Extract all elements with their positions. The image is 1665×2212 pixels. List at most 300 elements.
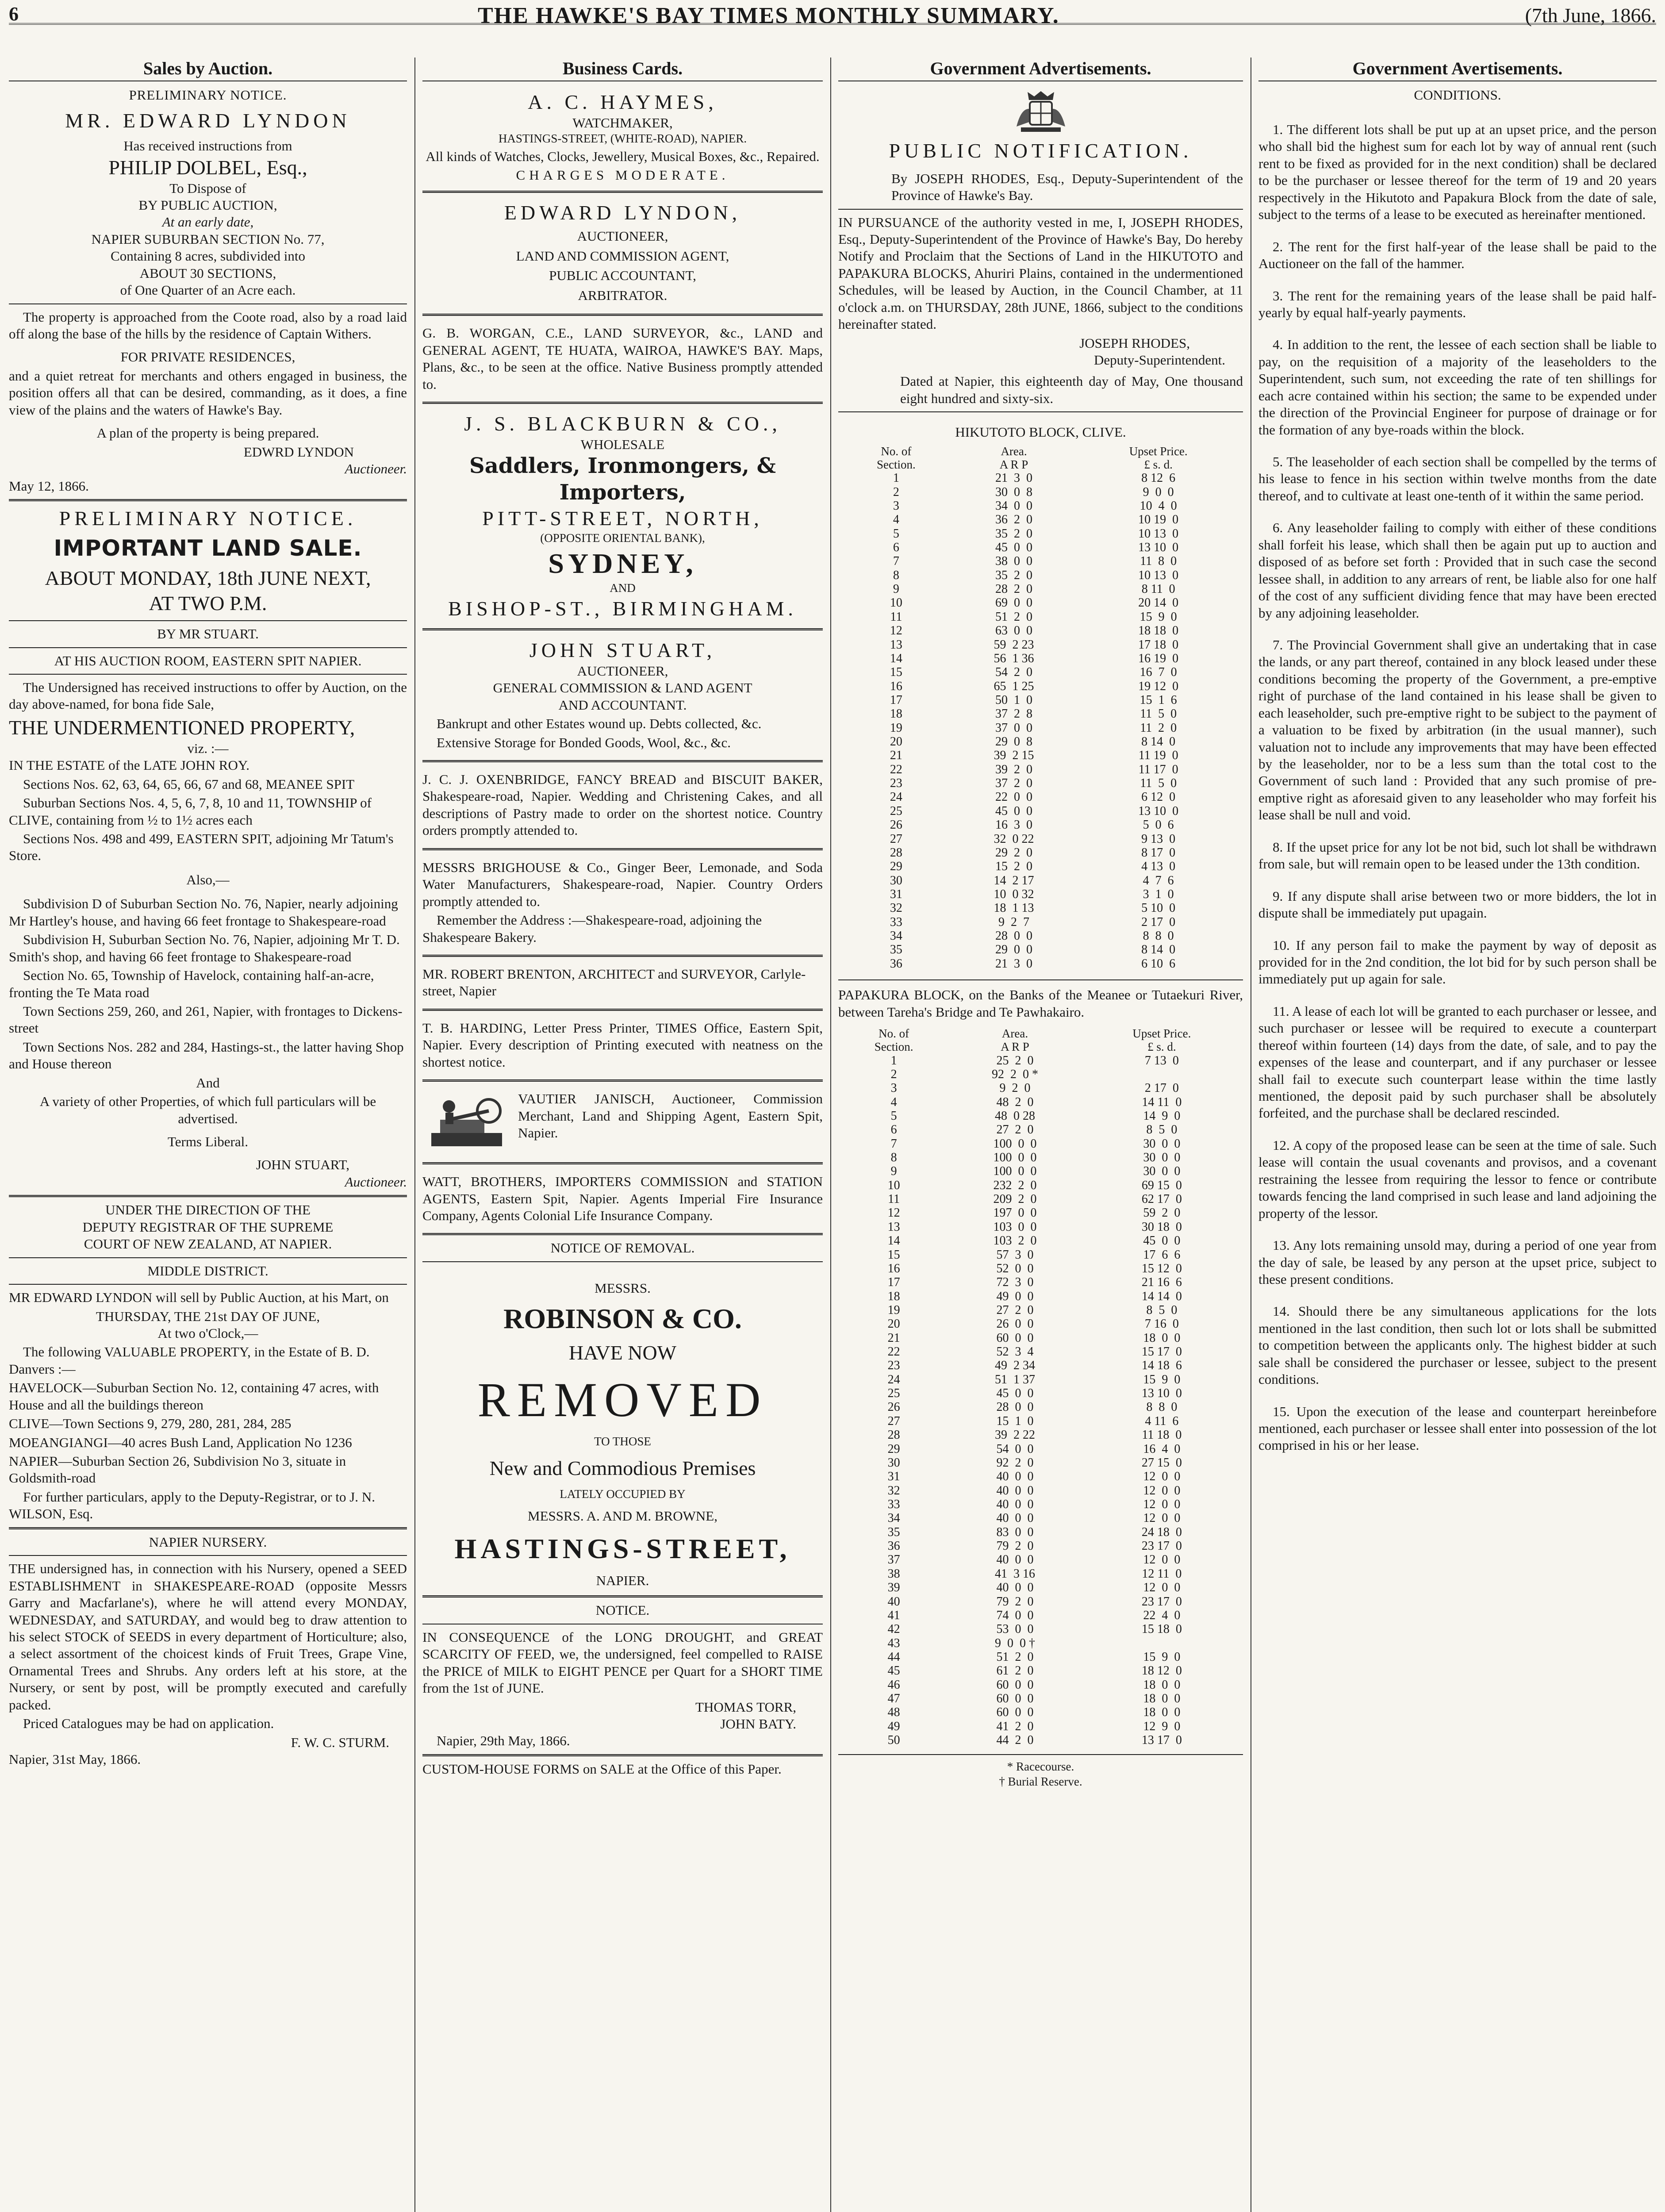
table-row — [838, 1567, 1243, 1581]
divider — [838, 979, 1243, 980]
table-cell: 10 — [890, 596, 902, 610]
table-cell: 18 0 0 — [1143, 1692, 1181, 1706]
table-cell — [1081, 1068, 1243, 1081]
notice-body: IN PURSUANCE of the authority vested in me, I, JOSEPH RHODES, Esq., Deputy-Superintendent of the Province of Hawke's Bay, Do hereby Notify and Proclaim that the Sections of Land in the HIKUTOTO and PAPAKURA BLOCKS, Ahuriri Plains, contained in the undermentioned Schedules, will be leased by Auction, in the Council Chamber, at 11 o'clock a.m. on THURSDAY, 28th JUNE, 1866, subject to the conditions hereinafter stated. — [838, 214, 1243, 332]
card-body: T. B. HARDING, Letter Press Printer, TIMES Office, Eastern Spit, Napier. Every description of Printing executed with neatness on the shortest notice. — [422, 1020, 823, 1070]
table-cell: 18 18 0 — [1138, 624, 1179, 638]
table-row — [838, 901, 1243, 915]
ad-item: MOEANGIANGI—40 acres Bush Land, Application No 1236 — [9, 1434, 352, 1450]
table-cell: 18 0 0 — [1143, 1705, 1181, 1720]
table-cell: 34 — [890, 929, 902, 943]
table-cell: 28 0 0 — [995, 929, 1033, 943]
ad-item: Sections Nos. 498 and 499, EASTERN SPIT, adjoining Mr Tatum's Store. — [9, 831, 394, 864]
table-cell: 9 2 7 — [998, 915, 1030, 929]
table-cell: 15 9 0 — [1143, 1372, 1181, 1386]
table-row — [838, 1428, 1243, 1442]
table-row — [838, 652, 1243, 665]
table-cell: 31 — [890, 887, 902, 901]
table-row — [838, 1192, 1243, 1206]
ad-paragraph: The Undersigned has received instructions to offer by Auction, on the day above-named, for bona fide Sale, — [9, 679, 407, 712]
table-cell: 27 15 0 — [1141, 1455, 1182, 1470]
table-cell: 10 0 32 — [994, 887, 1034, 901]
ad-line: At an early date, — [162, 214, 254, 230]
table-row — [838, 568, 1243, 582]
table-cell: 40 0 0 — [996, 1498, 1034, 1511]
divider — [422, 955, 823, 957]
card-line: BISHOP-ST., BIRMINGHAM. — [448, 597, 797, 620]
table-cell: 23 17 0 — [1141, 1594, 1182, 1609]
card-line: ARBITRATOR. — [578, 287, 668, 303]
table-cell: 60 0 0 — [996, 1331, 1034, 1345]
table-cell: 69 15 0 — [1141, 1178, 1182, 1192]
table-row — [838, 680, 1243, 693]
table-row — [838, 1414, 1243, 1428]
card-haymes — [422, 87, 823, 187]
notice-role: Deputy-Superintendent. — [1093, 352, 1225, 368]
table-cell: 15 — [890, 665, 902, 680]
ad-line: New and Commodious Premises — [489, 1456, 756, 1479]
table-cell: 30 0 0 — [1143, 1137, 1181, 1151]
table-row — [838, 1400, 1243, 1414]
divider — [9, 1284, 407, 1285]
table-cell: 32 — [887, 1483, 900, 1498]
card-watt — [422, 1169, 823, 1229]
table-row — [838, 915, 1243, 929]
ad-line: DEPUTY REGISTRAR OF THE SUPREME — [82, 1219, 334, 1235]
ad-heading: NAPIER NURSERY. — [149, 1534, 267, 1550]
table-cell: 16 4 0 — [1143, 1442, 1181, 1456]
table-cell: 31 — [887, 1470, 900, 1484]
column-business-cards — [422, 58, 823, 2212]
table-cell: 92 2 0 * — [991, 1067, 1038, 1081]
condition-item: 15. Upon the execution of the lease and counterpart hereinbefore mentioned, each purchaser or lessee shall enter into possession of the lot comprised in his or her lease. — [1258, 1403, 1657, 1453]
advert-important-land-sale — [9, 506, 407, 1190]
hikutoto-table — [838, 445, 1243, 971]
card-line: AUCTIONEER, — [577, 228, 668, 244]
table-row — [838, 693, 1243, 707]
table-cell: 22 — [887, 1345, 900, 1359]
table-cell: 24 — [890, 790, 902, 804]
table-cell: 32 0 22 — [994, 832, 1034, 846]
ad-label: PRELIMINARY NOTICE. — [59, 507, 357, 530]
ad-heading: NOTICE OF REMOVAL. — [550, 1240, 695, 1256]
card-body: Bankrupt and other Estates wound up. Debts collected, &c. — [437, 716, 762, 732]
ad-line: ABOUT MONDAY, 18th JUNE NEXT, — [45, 567, 371, 589]
table-cell: 4 — [890, 1095, 897, 1109]
footnote: † Burial Reserve. — [999, 1774, 1082, 1788]
table-row — [838, 1123, 1243, 1137]
ad-paragraph: For further particulars, apply to the Deputy-Registrar, or to J. N. WILSON, Esq. — [9, 1489, 375, 1522]
col-header: Area. — [1001, 444, 1027, 458]
table-cell: 49 2 34 — [994, 1359, 1035, 1373]
table-cell: 10 — [887, 1178, 900, 1192]
table-row — [838, 1262, 1243, 1275]
table-cell: 41 3 16 — [994, 1567, 1035, 1581]
table-cell: 63 0 0 — [995, 624, 1033, 638]
table-row — [838, 1650, 1243, 1664]
table-cell: 51 2 0 — [996, 1650, 1034, 1664]
table-row — [838, 1511, 1243, 1525]
table-row — [838, 1705, 1243, 1719]
table-cell: 3 — [890, 1081, 897, 1095]
table-cell: 36 2 0 — [995, 513, 1033, 527]
issue-date: (7th June, 1866. — [1525, 4, 1656, 27]
table-row — [838, 707, 1243, 721]
table-cell: 15 9 0 — [1139, 610, 1177, 624]
table-cell: 9 0 0 † — [994, 1636, 1035, 1650]
table-cell: 16 — [890, 679, 902, 693]
table-cell: 18 1 13 — [994, 901, 1034, 915]
table-cell: 54 0 0 — [996, 1442, 1034, 1456]
table-cell: 8 14 0 — [1141, 735, 1176, 749]
advert-lyndon-preliminary — [9, 87, 407, 495]
table-cell: 3 — [893, 499, 899, 513]
table-cell: 43 — [887, 1636, 900, 1650]
table-cell: 8 — [893, 568, 899, 582]
ad-paragraph: IN CONSEQUENCE of the LONG DROUGHT, and GREAT SCARCITY OF FEED, we, the undersigned, feel compelled to RAISE the PRICE of MILK to EIGHT PENCE per Quart for a SHORT TIME from the 1st of JUNE. — [422, 1629, 823, 1696]
condition-item: 11. A lease of each lot will be granted to each purchaser or lessee, and such purchaser or lessee will be required to execute a counterpart thereof within fourteen (14) days from the date, of sale, and to pay the expenses of the lease and counterpart, and if any purchaser or lessee shall fail to execute such counterpart lease within the time lastly mentioned, the deposit paid by such purchaser shall be absolutely forfeited, and the purchase shall be declared rescinded. — [1258, 1003, 1657, 1121]
condition-item: 1. The different lots shall be put up at an upset price, and the person who shall bid the highest sum for each lot by way of annual rent (such rent to be fixed as provided for in the next condition) shall be declared to be the purchaser or lessee thereof for the term of 19 and 20 years respectively in the Hikutoto and Papakura Block from the date of sale, subject to the terms of a lease to be executed as hereinafter mentioned. — [1258, 122, 1657, 223]
table-cell: 22 4 0 — [1143, 1608, 1181, 1622]
ad-item: Town Sections 259, 260, and 261, Napier, with frontages to Dickens-street — [9, 1003, 403, 1036]
table-cell: 26 — [890, 818, 902, 832]
table-cell: 51 1 37 — [994, 1372, 1035, 1386]
table-row — [838, 554, 1243, 568]
ad-line: NAPIER SUBURBAN SECTION No. 77, — [91, 231, 325, 247]
table-cell: 15 — [887, 1248, 900, 1262]
card-body: G. B. WORGAN, C.E., LAND SURVEYOR, &c., LAND and GENERAL AGENT, TE HUATA, WAIROA, HAWKE'S BAY. Maps, Plans, &c., to be seen at the office. Native Business promptly attended to. — [422, 325, 823, 392]
table-cell: 29 0 0 — [995, 943, 1033, 957]
table-cell: 15 1 6 — [1139, 693, 1177, 707]
table-row — [838, 1470, 1243, 1483]
card-line: AND — [610, 581, 636, 595]
table-cell: 41 — [887, 1608, 900, 1622]
ad-line: ABOUT 30 SECTIONS, — [139, 265, 276, 281]
card-line: GENERAL COMMISSION & LAND AGENT — [493, 680, 752, 696]
condition-item: 8. If the upset price for any lot be not bid, such lot shall be withdrawn from sale, but will remain open to be leased under the 13th condition. — [1258, 839, 1657, 872]
condition-item: 5. The leaseholder of each section shall be compelled by the terms of his lease to fence in his section within twelve months from the date thereof, and to cultivate at least one-tenth of it within the same period. — [1258, 454, 1657, 503]
col-header: Upset Price. — [1132, 1027, 1191, 1041]
table-row — [838, 582, 1243, 596]
table-row — [838, 804, 1243, 818]
table-cell: 15 12 0 — [1141, 1261, 1182, 1275]
table-cell: 48 0 28 — [994, 1109, 1035, 1123]
table-row — [838, 1484, 1243, 1498]
table-cell: 8 17 0 — [1141, 845, 1176, 860]
card-line: Saddlers, Ironmongers, & Importers, — [469, 453, 776, 505]
table-cell: 28 — [887, 1428, 900, 1442]
ad-item: HAVELOCK—Suburban Section No. 12, containing 47 acres, with House and all the buildings thereon — [9, 1380, 379, 1413]
table-cell: 45 0 0 — [996, 1386, 1034, 1401]
table-cell: 9 — [893, 582, 899, 596]
table-cell: 30 0 0 — [1143, 1164, 1181, 1179]
ad-paragraph: THE undersigned has, in connection with his Nursery, opened a SEED ESTABLISHMENT in SHAKESPEARE-ROAD (opposite Messrs Garry and Macfarlane's), where he will attend every MONDAY, WEDNESDAY, and SATURDAY, and would beg to draw attention to his select STOCK of SEEDS in every department of Horticulture; also, a select assortment of the choicest kinds of Fruit Trees, Grape Vine, Ornamental Trees and Shrubs. Any orders left at his store, at the Nursery, or sent by post, will be promptly executed and carefully packed. — [9, 1561, 407, 1713]
table-row — [838, 1275, 1243, 1289]
card-body: Extensive Storage for Bonded Goods, Wool, &c., &c. — [437, 734, 731, 750]
table-cell: 48 — [887, 1705, 900, 1720]
table-row — [838, 1220, 1243, 1234]
condition-item: 9. If any dispute shall arise between two or more bidders, the lot in dispute shall be immediately put upagain. — [1258, 888, 1657, 921]
condition-item: 7. The Provincial Government shall give an undertaking that in case the lands, or any part thereof, contained in any block leased under these conditions becoming the property of the Government, a pre-emptive right of purchase of the land contained in his lease shall be given to each leaseholder, such pre-emptive right to be subject to the payment of a valuation to be fixed by arbitration (in the usual manner), such valuation not to include any improvements that may have been effected by the leaseholder, nor to be a less sum than the total cost to the Government of such land : Provided that any such promise of pre-emptive right as aforesaid given to any leaseholder who may forfeit his lease shall be null and void. — [1258, 637, 1657, 823]
table-cell: 10 19 0 — [1138, 513, 1179, 527]
table-cell: 59 2 23 — [994, 637, 1034, 652]
table-cell: 232 2 0 — [993, 1178, 1037, 1192]
card-body: Remember the Address :—Shakespeare-road, adjoining the Shakespeare Bakery. — [422, 912, 762, 945]
table-cell: 15 2 0 — [995, 860, 1033, 874]
table-cell: 100 0 0 — [993, 1137, 1037, 1151]
table-row — [838, 790, 1243, 804]
table-cell: 40 0 0 — [996, 1553, 1034, 1567]
table-row — [838, 485, 1243, 499]
table-cell: 12 0 0 — [1143, 1511, 1181, 1525]
table-cell: 11 5 0 — [1140, 776, 1177, 791]
notice-signature: JOSEPH RHODES, — [1079, 335, 1190, 351]
condition-item: 4. In addition to the rent, the lessee of each section shall be liable to pay, on the requisition of a majority of the leaseholders to the Superintendent, such sum, not exceeding the rate of ten shillings for each acre contained within his section; the same to be expended under the direction of the Provincial Engineer for purpose of drainage or for the formation of any bye-roads within the block. — [1258, 337, 1657, 438]
table-row — [838, 1539, 1243, 1553]
table-row — [838, 735, 1243, 749]
table-cell: 18 12 0 — [1141, 1664, 1182, 1678]
ad-paragraph: MR EDWARD LYNDON will sell by Public Auction, at his Mart, on — [9, 1290, 389, 1306]
table-row — [838, 832, 1243, 846]
divider — [422, 314, 823, 316]
condition-item: 12. A copy of the proposed lease can be seen at the time of sale. Such lease will contain the usual covenants and provisos, and a covenant restraining the lessee from requiring the lessor to fence or contribute towards fencing the land comprised in such lease and land adjoining the property of the lessor. — [1258, 1137, 1657, 1221]
ad-line: Has received instructions from — [123, 138, 292, 154]
table-cell: 21 16 6 — [1141, 1275, 1182, 1290]
table-cell: 28 2 0 — [995, 582, 1033, 596]
table-cell: 50 — [887, 1733, 900, 1747]
table-cell: 92 2 0 — [996, 1455, 1034, 1470]
ad-line: HAVE NOW — [568, 1341, 677, 1364]
table-cell: 12 0 0 — [1143, 1483, 1181, 1498]
card-janisch — [422, 1086, 823, 1158]
table-cell: 17 18 0 — [1138, 637, 1179, 652]
card-line: PUBLIC ACCOUNTANT, — [549, 268, 696, 284]
table-cell: 56 1 36 — [994, 651, 1034, 665]
table-cell: 25 — [887, 1386, 900, 1401]
ad-heading: NOTICE. — [595, 1602, 650, 1618]
table-cell: 53 0 0 — [996, 1622, 1034, 1636]
ad-paragraph: Priced Catalogues may be had on application. — [23, 1716, 274, 1732]
ad-label: PRELIMINARY NOTICE. — [129, 87, 287, 103]
table-cell: 18 0 0 — [1143, 1331, 1181, 1345]
card-line: SYDNEY, — [548, 547, 697, 579]
table-cell: 28 — [890, 845, 902, 860]
divider — [9, 1527, 407, 1529]
column-heading: Business Cards. — [422, 58, 823, 81]
table-cell: 7 13 0 — [1144, 1053, 1179, 1068]
condition-item: 6. Any leaseholder failing to comply with either of these conditions shall forfeit his lease, which shall then be again put up to auction and disposed of as before set forth : Provided that in such case the second lessee shall, in addition to any arrears of rent, be liable also for one half of the cost of any sufficient dividing fence that may have been erected by any adjoining leaseholder. — [1258, 520, 1657, 621]
table-cell: 30 18 0 — [1141, 1220, 1182, 1234]
table-cell: 11 2 0 — [1140, 721, 1177, 735]
table-row — [838, 1345, 1243, 1359]
table-cell: 17 6 6 — [1143, 1248, 1181, 1262]
table-cell: 1 — [890, 1053, 897, 1068]
card-lyndon — [422, 197, 823, 309]
card-body: MESSRS BRIGHOUSE & Co., Ginger Beer, Lemonade, and Soda Water Manufacturers, Shakespeare-road, Napier. Country Orders promptly attended to. — [422, 859, 823, 909]
table-row — [838, 1678, 1243, 1692]
table-cell: 11 — [888, 1192, 900, 1206]
ad-item: Subdivision H, Suburban Section No. 76, Napier, adjoining Mr T. D. Smith's shop, and having 66 feet frontage to Shakespeare-road — [9, 932, 400, 964]
table-cell: 36 — [887, 1539, 900, 1553]
card-name: J. S. BLACKBURN & CO., — [464, 412, 781, 435]
table-cell: 14 — [887, 1234, 900, 1248]
column-rule — [830, 58, 831, 2212]
table-row — [838, 1054, 1243, 1068]
condition-item: 13. Any lots remaining unsold may, during a period of one year from the day of sale, be leased by any person at the upset price, subject to these present conditions. — [1258, 1237, 1657, 1287]
table-cell: 103 2 0 — [993, 1234, 1037, 1248]
table-cell: 33 — [887, 1498, 900, 1511]
ad-item: Suburban Sections Nos. 4, 5, 6, 7, 8, 10 and 11, TOWNSHIP of CLIVE, containing from ½ to 1½ acres each — [9, 795, 372, 828]
ad-line: MIDDLE DISTRICT. — [147, 1263, 269, 1279]
table-cell: 4 11 6 — [1145, 1414, 1179, 1428]
table-cell: 7 — [893, 554, 899, 568]
table-cell: 57 3 0 — [996, 1248, 1034, 1262]
table-cell: 30 0 8 — [995, 485, 1033, 499]
table-row — [838, 749, 1243, 762]
table-cell: 15 17 0 — [1141, 1345, 1182, 1359]
table-cell: 23 17 0 — [1141, 1539, 1182, 1553]
ad-line: BY MR STUART. — [157, 626, 259, 642]
table-cell: 52 3 4 — [996, 1345, 1034, 1359]
conditions-list — [1258, 121, 1657, 1454]
table-cell: 39 2 22 — [994, 1428, 1035, 1442]
table-cell: 8 — [890, 1151, 897, 1165]
card-blackburn — [422, 408, 823, 624]
divider — [422, 1595, 823, 1598]
table-cell: 8 11 0 — [1141, 582, 1175, 596]
ad-item: CLIVE—Town Sections 9, 279, 280, 281, 284, 285 — [9, 1416, 292, 1432]
table-cell: 2 — [890, 1067, 897, 1081]
table-cell: 5 10 0 — [1141, 901, 1176, 915]
column-sales-by-auction — [9, 58, 407, 2212]
card-worgan — [422, 320, 823, 397]
table-cell: 39 — [887, 1581, 900, 1595]
table-row — [838, 1359, 1243, 1372]
divider — [422, 1162, 823, 1164]
table-row — [838, 1068, 1243, 1081]
card-line: WHOLESALE — [580, 436, 665, 452]
table-cell: 2 17 0 — [1144, 1081, 1179, 1095]
table-cell: 29 — [890, 860, 902, 874]
table-cell: 2 — [893, 485, 899, 499]
ad-line: of One Quarter of an Acre each. — [120, 282, 296, 298]
ad-item: Section No. 65, Township of Havelock, containing half-an-acre, fronting the Te Mata road — [9, 968, 374, 1000]
table-row — [838, 1248, 1243, 1262]
notice-title: PUBLIC NOTIFICATION. — [889, 139, 1193, 162]
auctioneer-name: MR. EDWARD LYNDON — [65, 109, 351, 132]
card-line: (OPPOSITE ORIENTAL BANK), — [540, 531, 705, 545]
table-cell: 45 0 0 — [1143, 1234, 1181, 1248]
col-header: A R P — [999, 457, 1028, 471]
table-cell: 12 — [887, 1206, 900, 1220]
divider — [9, 303, 407, 304]
ad-line: Containing 8 acres, subdivided into — [111, 248, 305, 264]
divider — [422, 848, 823, 850]
divider — [9, 674, 407, 675]
condition-item: 10. If any person fail to make the payment by way of deposit as provided for in the 2nd condition, the lot bid for by such person shall be immediately put up again for sale. — [1258, 937, 1657, 987]
ad-line: And — [196, 1075, 220, 1091]
conditions-title: CONDITIONS. — [1414, 87, 1501, 103]
table-cell: 9 0 0 — [1143, 485, 1174, 499]
ad-line: IN THE ESTATE of the LATE JOHN ROY. — [9, 757, 249, 773]
table-row — [838, 1622, 1243, 1636]
table-cell: 5 — [893, 526, 899, 541]
table-cell: 20 — [890, 735, 902, 749]
table-cell: 40 0 0 — [996, 1470, 1034, 1484]
card-body: MR. ROBERT BRENTON, ARCHITECT and SURVEYOR, Carlyle-street, Napier — [422, 966, 806, 999]
table-row — [838, 887, 1243, 901]
ad-item: Subdivision D of Suburban Section No. 76, Napier, nearly adjoining Mr Hartley's house, and having 66 feet frontage to Shakespeare-road — [9, 896, 398, 929]
col-header: No. of — [879, 1027, 909, 1041]
table-cell: 17 — [887, 1275, 900, 1290]
table-row — [838, 874, 1243, 887]
advert-deputy-registrar — [9, 1202, 407, 1522]
table-cell: 20 — [887, 1317, 900, 1331]
table-cell: 18 — [890, 707, 902, 721]
printing-press-icon — [422, 1089, 511, 1155]
table-cell: 15 18 0 — [1141, 1622, 1182, 1636]
newspaper-title: THE HAWKE'S BAY TIMES MONTHLY SUMMARY. — [478, 3, 1059, 28]
table-cell: 54 2 0 — [995, 665, 1033, 680]
table-row — [838, 929, 1243, 943]
table-cell: 40 0 0 — [996, 1511, 1034, 1525]
table-row — [838, 1553, 1243, 1567]
ad-signature: JOHN BATY. — [720, 1716, 796, 1732]
table-row — [838, 1664, 1243, 1678]
table-cell: 13 17 0 — [1141, 1733, 1182, 1747]
advert-napier-nursery — [9, 1534, 407, 1768]
table-row — [838, 1151, 1243, 1164]
condition-item: 3. The rent for the remaining years of the lease shall be paid half-yearly by equal half-yearly payments. — [1258, 288, 1657, 320]
ad-line: PHILIP DOLBEL, Esq., — [108, 156, 307, 179]
ad-signature: THOMAS TORR, — [695, 1699, 796, 1715]
card-oxenbridge — [422, 767, 823, 844]
card-line: AUCTIONEER, — [577, 663, 668, 679]
table-cell: 35 — [890, 943, 902, 957]
removed-headline: REMOVED — [477, 1372, 768, 1427]
table-cell: 23 — [890, 776, 902, 791]
table-cell: 4 13 0 — [1141, 860, 1176, 874]
card-line: CHARGES MODERATE. — [516, 167, 729, 183]
divider — [9, 620, 407, 621]
col-header: Section. — [876, 457, 916, 471]
table-cell — [1081, 1636, 1243, 1650]
table-cell: 34 — [887, 1511, 900, 1525]
ad-item: NAPIER—Suburban Section 26, Subdivision No 3, situate in Goldsmith-road — [9, 1453, 346, 1486]
ad-line: BY PUBLIC AUCTION, — [138, 197, 277, 213]
notice-byline: By JOSEPH RHODES, Esq., Deputy-Superintendent of the Province of Hawke's Bay. — [891, 170, 1243, 204]
column-conditions — [1258, 58, 1657, 2212]
table-cell: 14 9 0 — [1143, 1109, 1181, 1123]
table-cell: 6 — [893, 541, 899, 555]
card-harding — [422, 1015, 823, 1075]
ad-line: At two o'Clock,— — [157, 1325, 258, 1341]
table-row — [838, 527, 1243, 541]
table-cell: 74 0 0 — [996, 1608, 1034, 1622]
table-cell: 46 — [887, 1678, 900, 1692]
ad-line: TO THOSE — [594, 1435, 651, 1448]
ad-line: THE UNDERMENTIONED PROPERTY, — [9, 716, 355, 739]
table-cell: 65 1 25 — [994, 679, 1034, 693]
column-rule — [414, 58, 415, 2212]
table-cell: 19 — [890, 721, 902, 735]
table-row — [838, 513, 1243, 526]
table-cell: 197 0 0 — [993, 1206, 1037, 1220]
table-cell: 22 0 0 — [995, 790, 1033, 804]
table-cell: 19 — [887, 1303, 900, 1317]
ad-line: HASTINGS-STREET, — [454, 1532, 791, 1564]
table-cell: 27 2 0 — [996, 1303, 1034, 1317]
